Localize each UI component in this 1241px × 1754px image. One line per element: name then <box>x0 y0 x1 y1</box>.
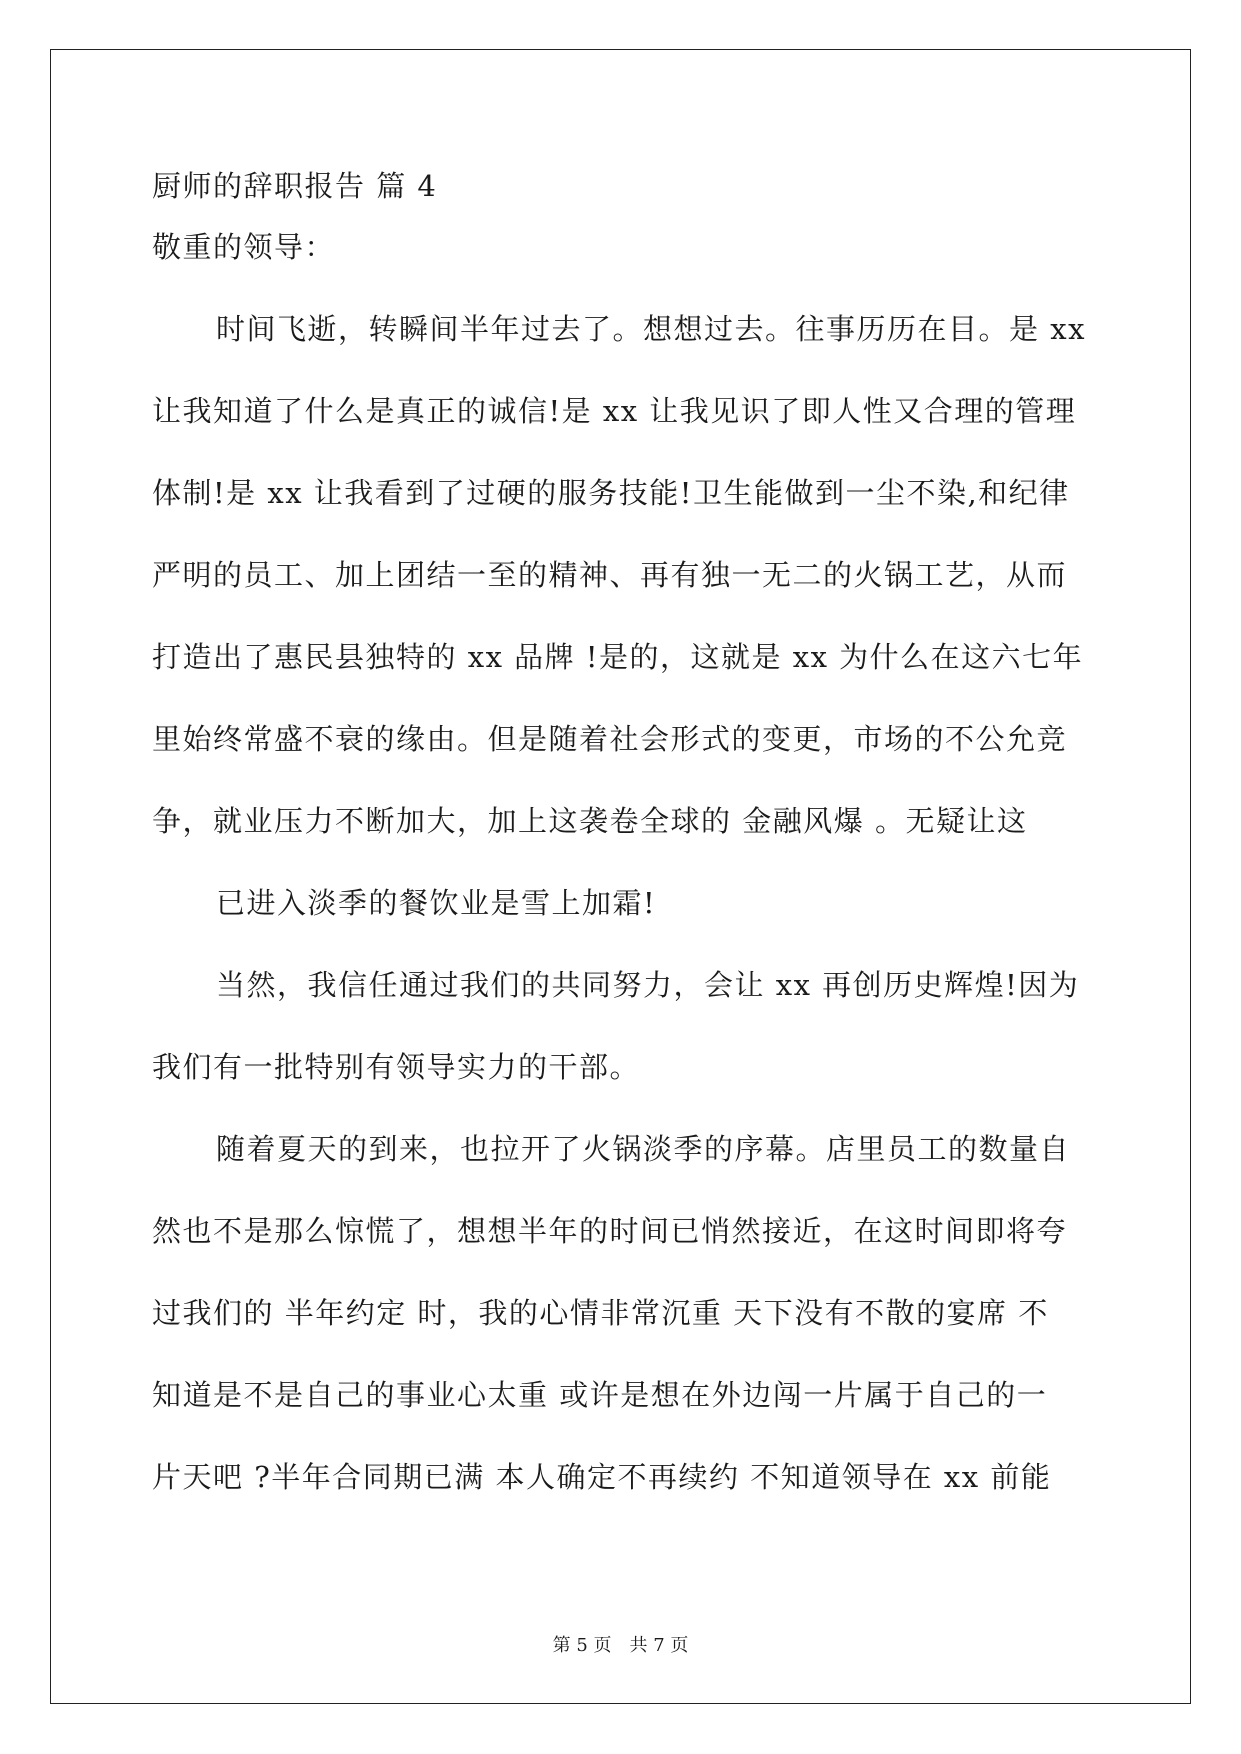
salutation: 敬重的领导： <box>152 230 336 264</box>
document-body <box>152 206 1088 1518</box>
paragraph-line: 已进入淡季的餐饮业是雪上加霜! <box>216 886 657 920</box>
paragraph-line: 打造出了惠民县独特的 xx 品牌 !是的，这就是 xx 为什么在这六七年 <box>152 640 1084 674</box>
paragraph-line: 随着夏天的到来，也拉开了火锅淡季的序幕。店里员工的数量自 <box>216 1132 1071 1166</box>
paragraph-line: 里始终常盛不衰的缘由。但是随着社会形式的变更，市场的不公允竞 <box>152 722 1068 756</box>
paragraph-line: 严明的员工、加上团结一至的精神、再有独一无二的火锅工艺，从而 <box>152 558 1068 592</box>
paragraph-line: 片天吧 ?半年合同期已满 本人确定不再续约 不知道领导在 xx 前能 <box>152 1460 1052 1494</box>
paragraph-line: 然也不是那么惊慌了，想想半年的时间已悄然接近，在这时间即将夸 <box>152 1214 1068 1248</box>
paragraph-line: 知道是不是自己的事业心太重 或许是想在外边闯一片属于自己的一 <box>152 1378 1048 1412</box>
paragraph-line: 让我知道了什么是真正的诚信!是 xx 让我见识了即人性又合理的管理 <box>152 394 1077 428</box>
paragraph-line: 我们有一批特别有领导实力的干部。 <box>152 1050 641 1084</box>
paragraph-line: 时间飞逝，转瞬间半年过去了。想想过去。往事历历在目。是 xx <box>216 312 1086 346</box>
paragraph-line: 当然，我信任通过我们的共同努力，会让 xx 再创历史辉煌!因为 <box>216 968 1080 1002</box>
paragraph-line: 争，就业压力不断加大，加上这袭卷全球的 金融风爆 。无疑让这 <box>152 804 1028 838</box>
paragraph-line: 过我们的 半年约定 时，我的心情非常沉重 天下没有不散的宴席 不 <box>152 1296 1049 1330</box>
page-number: 第 5 页 共 7 页 <box>552 1635 689 1656</box>
paragraph-line: 体制!是 xx 让我看到了过硬的服务技能!卫生能做到一尘不染,和纪律 <box>152 476 1070 510</box>
document-title: 厨师的辞职报告 篇 4 <box>152 169 438 203</box>
